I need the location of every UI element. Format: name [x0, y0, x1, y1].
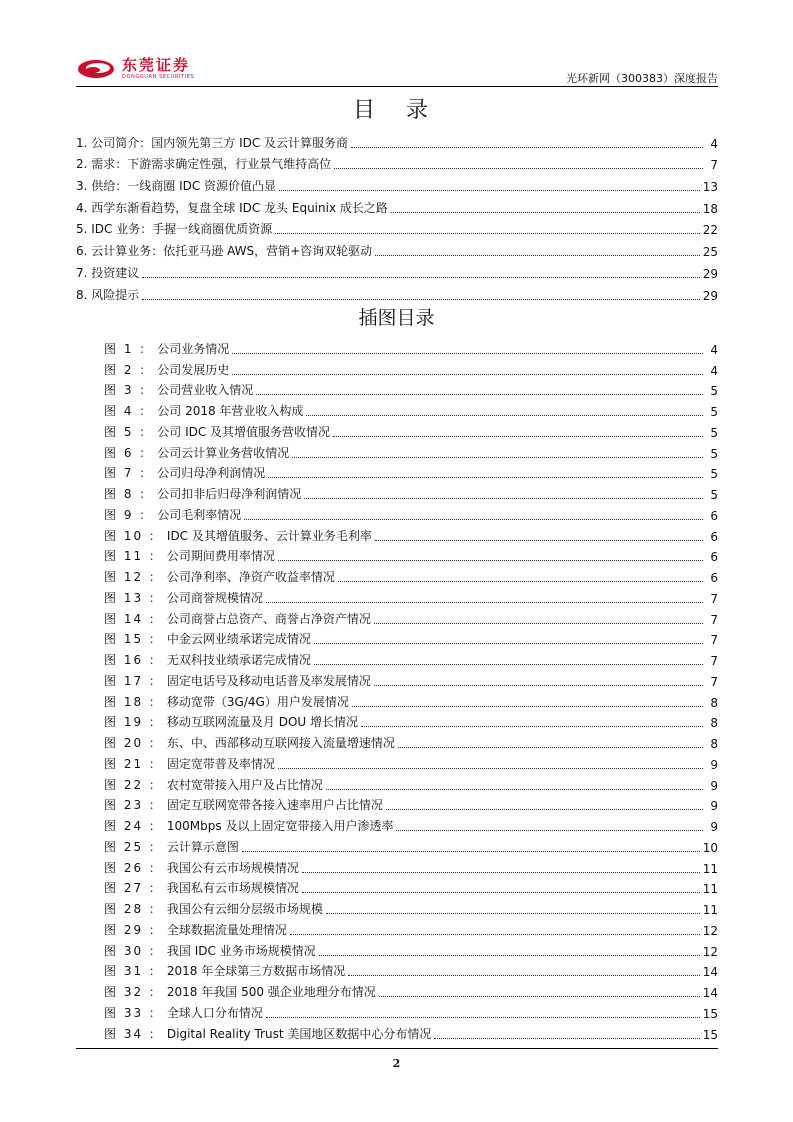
figure-entry-text: 公司扣非后归母净利润情况	[157, 487, 302, 501]
dot-leader	[338, 581, 703, 582]
toc-entry-page: 4	[710, 136, 718, 151]
figure-entry-number: 图 20 ：	[104, 736, 163, 750]
figure-entry-page: 10	[702, 840, 718, 855]
figure-entry-page: 8	[710, 695, 718, 710]
figure-entry-number: 图 11 ：	[104, 549, 163, 564]
figure-entry-text: 公司毛利率情况	[157, 507, 242, 522]
logo-swirl-icon	[76, 57, 116, 81]
figure-entry-text: 公司云计算业务营收情况	[157, 445, 290, 460]
figure-entry-text: 100Mbps 及以上固定宽带接入用户渗透率	[166, 819, 394, 833]
figure-entry-number: 图 21 ：	[104, 756, 163, 771]
figure-entry-page: 8	[710, 716, 718, 731]
figure-entry[interactable]	[76, 647, 718, 668]
figure-entry-number: 图 7 ：	[104, 466, 154, 481]
figure-entry[interactable]	[76, 896, 718, 917]
figure-entry-page: 5	[710, 384, 718, 399]
figure-entry-text: IDC 及其增值服务、云计算业务毛利率	[166, 528, 372, 543]
dot-leader	[434, 1038, 699, 1039]
dot-leader	[142, 277, 699, 278]
figure-entry-page: 5	[710, 446, 718, 461]
toc-entry-page: 7	[710, 158, 718, 173]
dot-leader	[302, 872, 700, 873]
figure-entry-page: 14	[702, 986, 718, 1000]
figure-entry-text: 公司 2018 年营业收入构成	[157, 404, 304, 418]
figure-entry-number: 图 23 ：	[104, 798, 163, 813]
dot-leader	[244, 519, 703, 520]
figure-entry-text: 我国 IDC 业务市场规模情况	[166, 943, 316, 958]
figure-entry-text: 公司发展历史	[157, 362, 230, 377]
figure-entry-text: 固定宽带普及率情况	[166, 756, 275, 771]
dot-leader	[334, 168, 703, 169]
figure-entry-text: 2018 年我国 500 强企业地理分布情况	[166, 985, 376, 999]
toc-entry[interactable]	[76, 216, 718, 238]
figure-entry-number: 图 29 ：	[104, 922, 163, 937]
dot-leader	[351, 147, 703, 148]
dot-leader	[232, 353, 703, 354]
figure-entry[interactable]	[76, 813, 718, 834]
toc-entry-page: 18	[702, 201, 718, 216]
toc-entry-page: 13	[702, 180, 718, 195]
figure-entry[interactable]	[76, 627, 718, 648]
figure-entry[interactable]	[76, 979, 718, 1000]
dot-leader	[266, 602, 703, 603]
toc-entry-text: 6. 云计算业务：依托亚马逊 AWS，营销+咨询双轮驱动	[76, 244, 373, 259]
dot-leader	[266, 1017, 700, 1018]
figure-entry[interactable]	[76, 336, 718, 357]
dot-leader	[379, 996, 700, 997]
figure-entry-number: 图 34 ：	[104, 1026, 163, 1041]
figure-entry-page: 9	[710, 757, 718, 772]
figure-entry[interactable]	[76, 917, 718, 938]
toc-entry[interactable]	[76, 151, 718, 173]
toc-entry[interactable]	[76, 259, 718, 281]
figure-entry[interactable]	[76, 585, 718, 606]
figure-entry-number: 图 13 ：	[104, 590, 163, 605]
figure-entry-number: 图 27 ：	[104, 881, 163, 896]
figure-entry-page: 4	[710, 342, 718, 357]
dot-leader	[374, 685, 703, 686]
table-of-contents	[76, 129, 718, 303]
figure-entry[interactable]	[76, 689, 718, 710]
dot-leader	[361, 726, 703, 727]
figure-entry-text: 移动互联网流量及月 DOU 增长情况	[166, 715, 359, 730]
page-number: 2	[392, 1057, 401, 1070]
toc-entry-text: 3. 供给：一线商圈 IDC 资源价值凸显	[76, 179, 277, 194]
figure-entry[interactable]	[76, 938, 718, 959]
figure-entry-page: 7	[710, 612, 718, 627]
figure-entry-number: 图 26 ：	[104, 860, 163, 875]
figure-entry[interactable]	[76, 793, 718, 814]
figure-entry-number: 图 14 ：	[104, 611, 163, 626]
figure-entry-number: 图 6 ：	[104, 445, 154, 460]
toc-entry[interactable]	[76, 129, 718, 151]
figure-entry-page: 7	[710, 633, 718, 648]
toc-entry[interactable]	[76, 194, 718, 216]
toc-title: 目 录	[353, 98, 440, 123]
figure-entry-number: 图 22 ：	[104, 777, 163, 792]
dot-leader	[326, 789, 703, 790]
toc-entry-text: 8. 风险提示	[76, 287, 140, 302]
figure-entry[interactable]	[76, 855, 718, 876]
toc-entry[interactable]	[76, 237, 718, 259]
figure-entry-page: 6	[710, 571, 718, 585]
toc-entry-page: 29	[702, 266, 718, 281]
figure-entry-number: 图 33 ：	[104, 1005, 163, 1020]
dot-leader	[306, 415, 703, 416]
figure-entry[interactable]	[76, 523, 718, 544]
dot-leader	[326, 913, 700, 914]
figure-entry-text: 公司营业收入情况	[157, 383, 254, 398]
dot-leader	[275, 233, 699, 234]
figure-entry-text: 公司净利率、净资产收益率情况	[166, 570, 335, 584]
figure-entry-page: 9	[710, 820, 718, 834]
toc-entry-text: 4. 西学东渐看趋势，复盘全球 IDC 龙头 Equinix 成长之路	[76, 200, 388, 215]
figure-entry[interactable]	[76, 772, 718, 793]
figure-entry[interactable]	[76, 730, 718, 751]
dot-leader	[391, 212, 700, 213]
figure-entry[interactable]	[76, 1000, 718, 1021]
figure-entry-number: 图 4 ：	[104, 404, 154, 418]
toc-entry[interactable]	[76, 281, 718, 303]
figure-entry[interactable]	[76, 710, 718, 731]
figure-entry-number: 图 2 ：	[104, 362, 154, 377]
figure-entry-page: 14	[702, 965, 718, 980]
page-header	[76, 52, 718, 86]
figure-entry-number: 图 16 ：	[104, 653, 163, 667]
figure-entry[interactable]	[76, 481, 718, 502]
dot-leader	[348, 975, 699, 976]
figure-entry-page: 5	[710, 405, 718, 419]
figure-entry-text: 公司商誉规模情况	[166, 590, 263, 605]
figure-entry[interactable]	[76, 440, 718, 461]
figure-entry-page: 5	[710, 467, 718, 482]
figure-entry-text: 公司 IDC 及其增值服务营收情况	[157, 424, 331, 439]
figure-entry-page: 11	[702, 882, 718, 897]
figure-entry-page: 6	[710, 508, 718, 523]
figure-entry-number: 图 18 ：	[104, 694, 163, 709]
figure-entry-text: 东、中、西部移动互联网接入流量增速情况	[166, 736, 395, 750]
figure-entry[interactable]	[76, 668, 718, 689]
figure-entry-text: 我国公有云细分层级市场规模	[166, 902, 323, 916]
figure-entry[interactable]	[76, 834, 718, 855]
figure-entry-number: 图 19 ：	[104, 715, 163, 730]
figure-entry[interactable]	[76, 419, 718, 440]
figure-entry-page: 4	[710, 363, 718, 378]
logo-chinese: 东莞证券	[122, 56, 191, 74]
figure-entry-number: 图 5 ：	[104, 424, 154, 439]
dot-leader	[290, 934, 700, 935]
figure-entry-number: 图 30 ：	[104, 943, 163, 958]
dot-leader	[396, 830, 703, 831]
figure-entry-text: 固定互联网宽带各接入速率用户占比情况	[166, 798, 383, 813]
toc-entry-text: 7. 投资建议	[76, 265, 140, 280]
figure-entry-text: 无双科技业绩承诺完成情况	[166, 653, 311, 667]
header-divider	[76, 86, 718, 87]
figure-entry-text: 我国私有云市场规模情况	[166, 881, 299, 896]
figure-entry-page: 12	[702, 944, 718, 959]
figure-entry-number: 图 1 ：	[104, 341, 154, 356]
dot-leader	[333, 436, 703, 437]
figure-entry-number: 图 9 ：	[104, 507, 154, 522]
figure-entry-number: 图 12 ：	[104, 570, 163, 584]
figure-entry[interactable]	[76, 564, 718, 585]
figure-entry[interactable]	[76, 398, 718, 419]
toc-entry-text: 1. 公司简介：国内领先第三方 IDC 及云计算服务商	[76, 135, 349, 150]
dot-leader	[352, 706, 703, 707]
figure-entry-page: 6	[710, 550, 718, 565]
figure-entry-text: 公司业务情况	[157, 341, 230, 356]
figure-entry[interactable]	[76, 959, 718, 980]
figure-entry-text: 中金云网业绩承诺完成情况	[166, 632, 311, 647]
dot-leader	[375, 540, 703, 541]
figure-entry-page: 11	[702, 903, 718, 917]
toc-entry-page: 29	[702, 288, 718, 303]
dot-leader	[278, 560, 703, 561]
dot-leader	[302, 892, 700, 893]
figure-list	[76, 336, 718, 1042]
figure-entry-page: 5	[710, 425, 718, 440]
figure-entry-text: 农村宽带接入用户及占比情况	[166, 777, 323, 792]
dot-leader	[374, 623, 703, 624]
figure-entry-page: 5	[710, 488, 718, 502]
dot-leader	[304, 498, 703, 499]
figure-entry-number: 图 32 ：	[104, 985, 163, 999]
figure-entry[interactable]	[76, 502, 718, 523]
dot-leader	[242, 851, 700, 852]
figure-entry-text: 公司期间费用率情况	[166, 549, 275, 564]
dot-leader	[142, 299, 699, 300]
figure-entry-text: 公司归母净利润情况	[157, 466, 266, 481]
report-tag: 光环新网（300383）深度报告	[566, 72, 718, 85]
figure-entry-text: 固定电话号及移动电话普及率发展情况	[166, 673, 371, 688]
dot-leader	[314, 664, 703, 665]
figure-entry-number: 图 25 ：	[104, 839, 163, 854]
figure-entry[interactable]	[76, 544, 718, 565]
dot-leader	[375, 255, 700, 256]
toc-entry-text: 5. IDC 业务：手握一线商圈优质资源	[76, 222, 273, 237]
figure-entry-text: 云计算示意图	[166, 839, 239, 854]
figure-entry-number: 图 24 ：	[104, 819, 163, 833]
figure-entry-page: 9	[710, 778, 718, 793]
dongguan-securities-logo	[76, 57, 194, 83]
figure-entry-page: 12	[702, 923, 718, 938]
figure-entry[interactable]	[76, 461, 718, 482]
figure-entry-text: 公司商誉占总资产、商誉占净资产情况	[166, 611, 371, 626]
dot-leader	[386, 809, 703, 810]
figure-entry-page: 7	[710, 654, 718, 668]
dot-leader	[278, 768, 703, 769]
toc-entry[interactable]	[76, 172, 718, 194]
figure-entry-number: 图 3 ：	[104, 383, 154, 398]
figure-entry-page: 15	[702, 1027, 718, 1042]
dot-leader	[279, 190, 700, 191]
toc-entry-page: 22	[702, 223, 718, 238]
figure-entry-text: 我国公有云市场规模情况	[166, 860, 299, 875]
figure-entry-text: 全球人口分布情况	[166, 1005, 263, 1020]
figure-entry-text: Digital Reality Trust 美国地区数据中心分布情况	[166, 1026, 432, 1041]
dot-leader	[256, 394, 703, 395]
figure-entry-page: 15	[702, 1006, 718, 1021]
figure-entry-text: 全球数据流量处理情况	[166, 922, 287, 937]
figure-entry-number: 图 10 ：	[104, 528, 163, 543]
figure-entry-page: 8	[710, 737, 718, 751]
figure-entry-page: 6	[710, 529, 718, 544]
logo-text	[122, 57, 194, 81]
figure-entry[interactable]	[76, 876, 718, 897]
dot-leader	[319, 955, 700, 956]
figure-entry-page: 7	[710, 591, 718, 606]
figure-entry-number: 图 28 ：	[104, 902, 163, 916]
figure-entry-page: 7	[710, 674, 718, 689]
figure-entry[interactable]	[76, 751, 718, 772]
toc-entry-page: 25	[702, 245, 718, 260]
logo-english: DONGGUAN SECURITIES	[122, 74, 195, 80]
figure-entry-text: 2018 年全球第三方数据市场情况	[166, 964, 346, 979]
figure-entry[interactable]	[76, 606, 718, 627]
dot-leader	[292, 457, 703, 458]
toc-entry-text: 2. 需求：下游需求确定性强，行业景气维持高位	[76, 157, 332, 172]
figure-entry[interactable]	[76, 357, 718, 378]
figure-entry-text: 移动宽带（3G/4G）用户发展情况	[166, 694, 349, 709]
figure-entry[interactable]	[76, 378, 718, 399]
figure-entry[interactable]	[76, 1021, 718, 1042]
figure-entry-page: 11	[702, 861, 718, 876]
footer-divider	[76, 1048, 718, 1049]
dot-leader	[232, 374, 703, 375]
figure-entry-number: 图 15 ：	[104, 632, 163, 647]
figure-list-title: 插图目录	[358, 307, 435, 329]
dot-leader	[268, 477, 703, 478]
figure-entry-number: 图 31 ：	[104, 964, 163, 979]
figure-entry-number: 图 17 ：	[104, 673, 163, 688]
figure-entry-number: 图 8 ：	[104, 487, 154, 501]
dot-leader	[314, 643, 703, 644]
dot-leader	[398, 747, 703, 748]
figure-entry-page: 9	[710, 799, 718, 814]
